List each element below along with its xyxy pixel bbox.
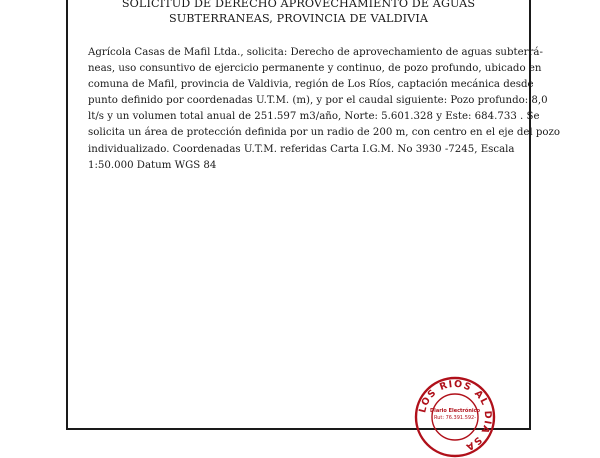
notice-title [68,0,529,26]
body-line: neas, uso consuntivo de ejercicio permanente y continuo, de pozo profundo, ubicado en [88,63,542,75]
newspaper-seal-stamp [414,376,496,458]
body-line: Agrícola Casas de Mafil Ltda., solicita: Derecho de aprovechamiento de aguas subterrá- [88,47,543,58]
body-line: punto definido por coordenadas U.T.M. (m), y por el caudal siguiente: Pozo profundo: 8,0 [88,95,548,107]
notice-body [88,45,561,174]
stamp-inner-line-1: Diario Electrónico [429,408,481,414]
body-line: individualizado. Coordenadas U.T.M. referidas Carta I.G.M. No 3930 -7245, Escala [88,143,515,155]
body-line: lt/s y un volumen total anual de 251.597 m3/año, Norte: 5.601.328 y Este: 684.733 . Se [88,111,540,123]
body-line: comuna de Mafil, provincia de Valdivia, región de Los Ríos, captación mecánica desde [88,79,534,91]
title-line-2: SUBTERRANEAS, PROVINCIA DE VALDIVIA [168,12,429,25]
stamp-ring-text: LOS RIOS AL DIA SA [417,378,494,453]
stamp-inner-line-2: Rut: 76.391.592- [433,415,477,421]
title-line-1: SOLICITUD DE DERECHO APROVECHAMIENTO DE AGUAS [121,0,476,10]
body-line: 1:50.000 Datum WGS 84 [88,159,217,171]
body-line: solicita un área de protección definida por un radio de 200 m, con centro en el eje del pozo [88,127,561,139]
